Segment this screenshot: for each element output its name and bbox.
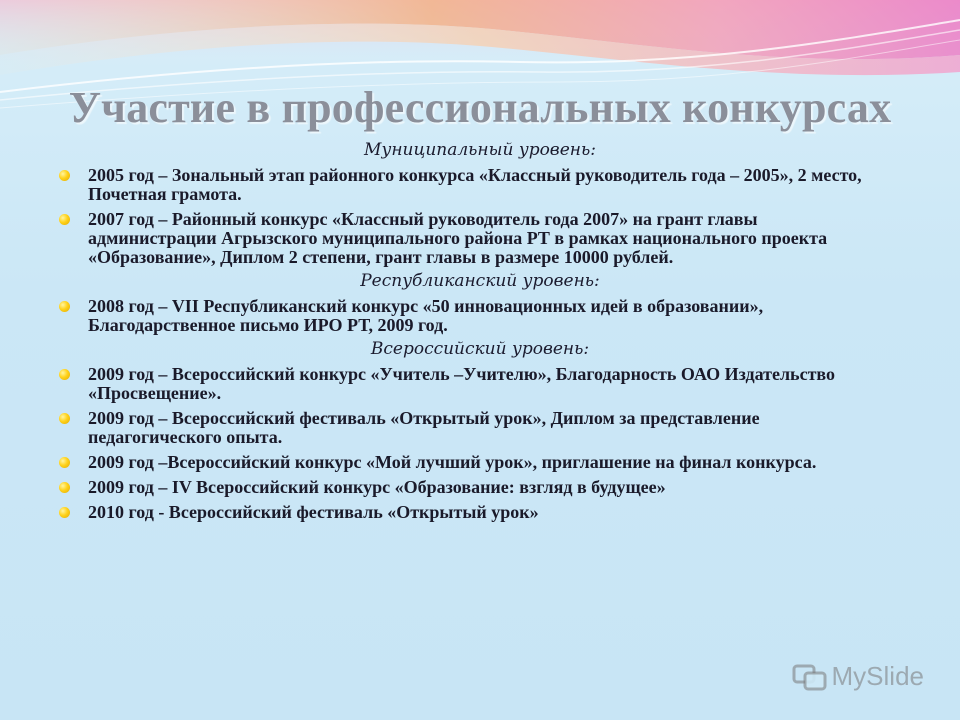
list-item-text: 2009 год – IV Всероссийский конкурс «Образование: взгляд в будущее» xyxy=(88,477,666,497)
list-item-text: 2010 год - Всероссийский фестиваль «Открытый урок» xyxy=(88,502,539,522)
bullet-icon xyxy=(59,507,70,518)
myshared-logo-icon xyxy=(792,662,828,692)
bullet-icon xyxy=(59,413,70,424)
bullet-icon xyxy=(59,457,70,468)
content-list xyxy=(88,140,888,522)
watermark-text: MySlide xyxy=(831,661,924,691)
list-item xyxy=(88,210,888,267)
watermark xyxy=(792,661,924,692)
bullet-icon xyxy=(59,482,70,493)
list-item-text: 2008 год – VII Республиканский конкурс «50 инновационных идей в образовании», Благодарственное письмо ИРО РТ, 2009 год. xyxy=(88,296,764,335)
list-item xyxy=(88,409,888,447)
list-item-text: 2007 год – Районный конкурс «Классный руководитель года 2007» на грант главы администрации Агрызского муниципального района РТ в рамках национального проекта «Образование», Диплом 2 степени, грант главы в размере 10000 рублей. xyxy=(88,209,828,267)
list-item xyxy=(88,478,888,497)
list-item-text: 2009 год – Всероссийский фестиваль «Открытый урок», Диплом за представление педагогического опыта. xyxy=(88,408,760,447)
list-item-text: 2009 год –Всероссийский конкурс «Мой лучший урок», приглашение на финал конкурса. xyxy=(88,452,817,472)
list-item xyxy=(88,453,888,472)
list-item xyxy=(88,166,888,204)
bullet-icon xyxy=(59,369,70,380)
list-item xyxy=(88,503,888,522)
bullet-icon xyxy=(59,170,70,181)
list-item xyxy=(88,365,888,403)
section-heading-republic: Республиканский уровень: xyxy=(360,271,600,291)
list-item-text: 2009 год – Всероссийский конкурс «Учитель –Учителю», Благодарность ОАО Издательство «Просвещение». xyxy=(88,364,836,403)
list-item xyxy=(88,297,888,335)
bullet-icon xyxy=(59,301,70,312)
section-heading-all-russian: Всероссийский уровень: xyxy=(370,339,590,359)
bullet-icon xyxy=(59,214,70,225)
slide-title: Участие в профессиональных конкурсах xyxy=(68,83,892,132)
section-heading-municipal: Муниципальный уровень: xyxy=(364,140,596,160)
list-item-text: 2005 год – Зональный этап районного конкурса «Классный руководитель года – 2005», 2 место, Почетная грамота. xyxy=(88,165,862,204)
